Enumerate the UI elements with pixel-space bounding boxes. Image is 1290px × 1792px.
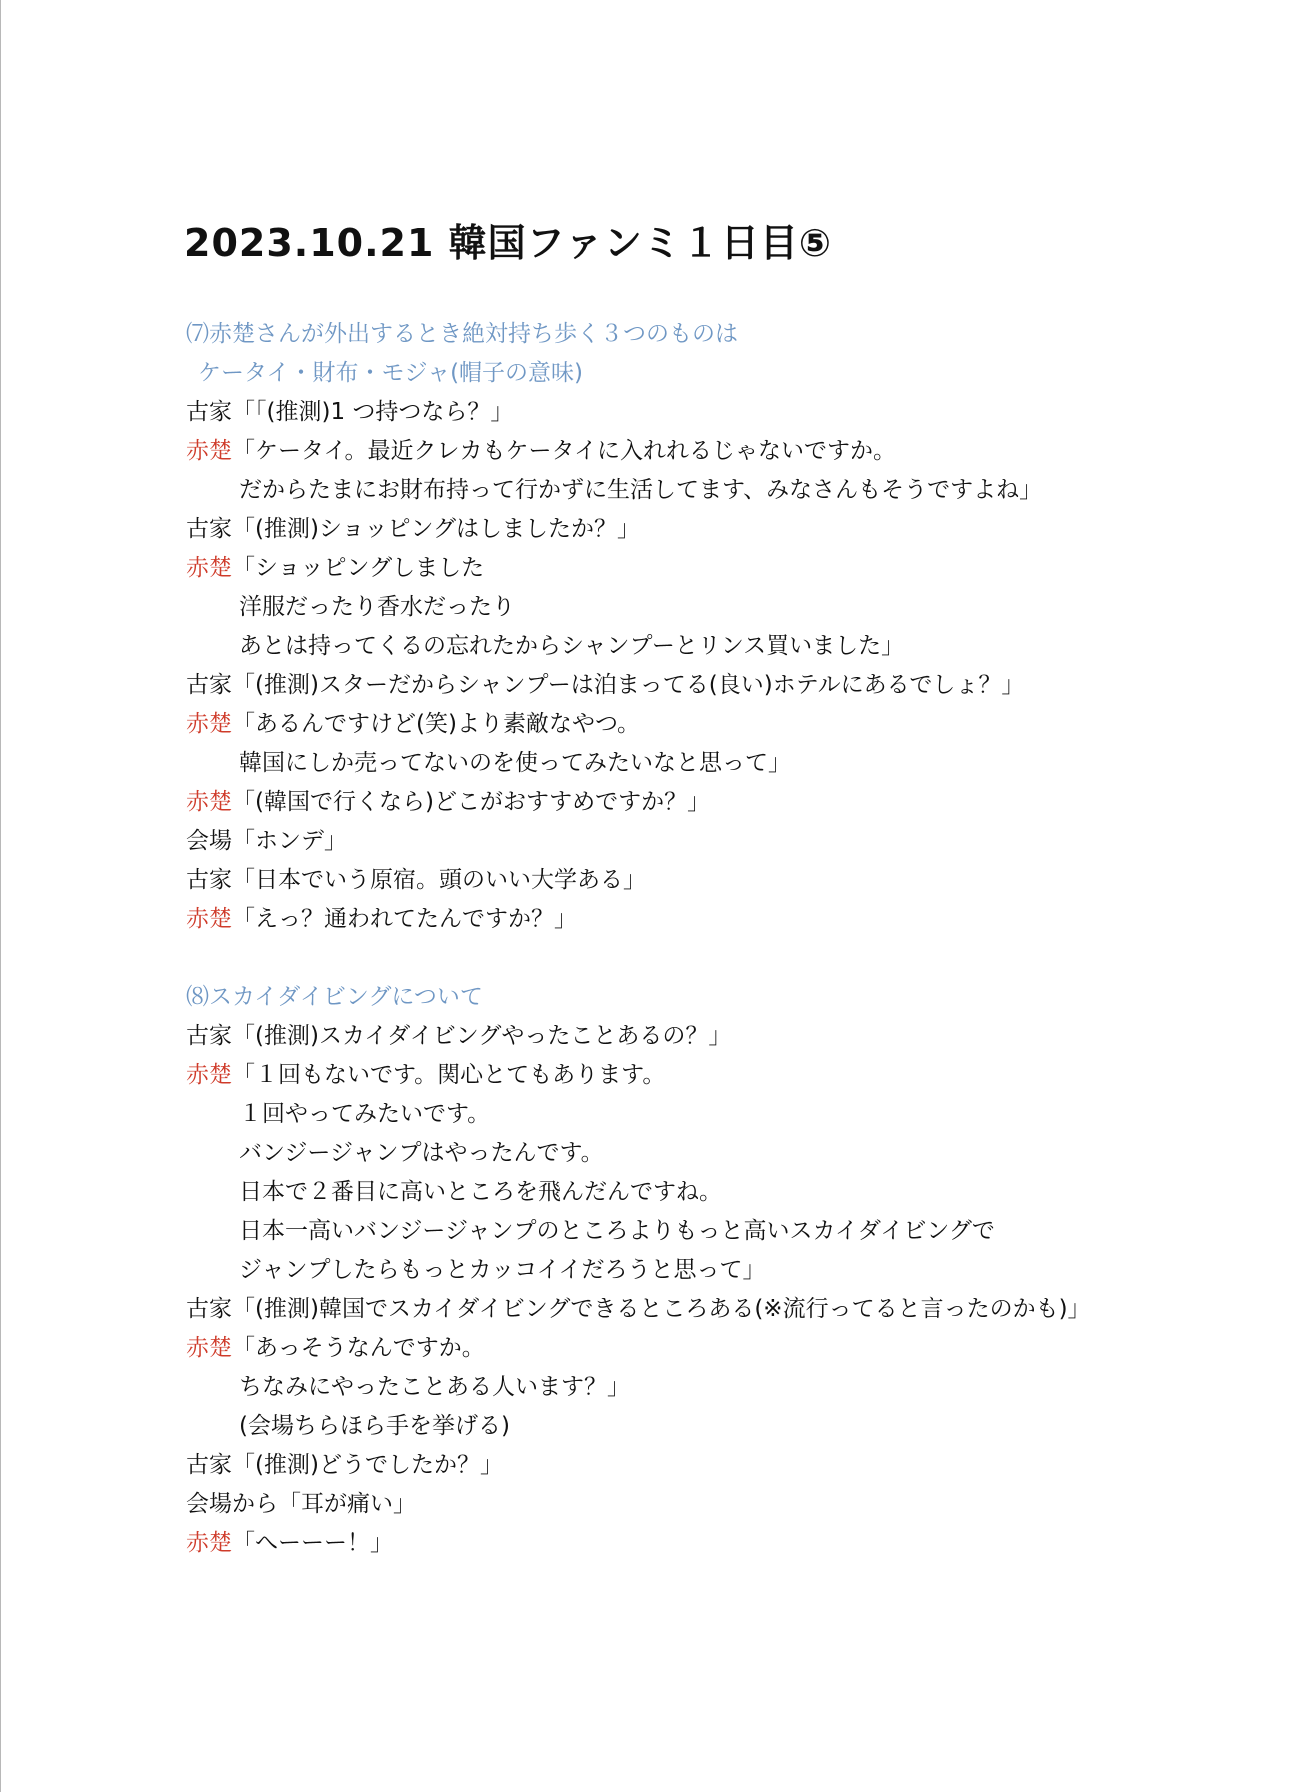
dialogue-text: 日本で２番目に高いところを飛んだんですね。 xyxy=(239,1179,722,1205)
dialogue-line xyxy=(186,393,1246,432)
speaker-name: 古家 xyxy=(186,516,232,542)
dialogue-text: 「へーーー！」 xyxy=(232,1530,393,1556)
dialogue-text: 韓国にしか売ってないのを使ってみたいなと思って」 xyxy=(239,750,791,776)
dialogue-text: 洋服だったり香水だったり xyxy=(239,594,515,620)
dialogue-line xyxy=(186,1056,1246,1095)
dialogue-text: 「あるんですけど(笑)より素敵なやつ。 xyxy=(232,711,641,737)
speaker-name: 古家 xyxy=(186,399,232,425)
page-title: 2023.10.21 韓国ファンミ１日目⑤ xyxy=(184,221,833,265)
speaker-name: 赤楚 xyxy=(186,1335,232,1361)
dialogue-line xyxy=(186,1407,1246,1446)
dialogue-text: 「ケータイ。最近クレカもケータイに入れれるじゃないですか。 xyxy=(232,438,897,464)
dialogue-text: 日本一高いバンジージャンプのところよりもっと高いスカイダイビングで xyxy=(239,1218,995,1244)
dialogue-text: バンジージャンプはやったんです。 xyxy=(239,1140,604,1166)
dialogue-text: 「あっそうなんですか。 xyxy=(232,1335,485,1361)
dialogue-text: 「「(推測)1 つ持つなら？」 xyxy=(232,399,514,425)
speaker-name: 赤楚 xyxy=(186,555,232,581)
section7-heading: ⑺赤楚さんが外出するとき絶対持ち歩く３つのものは xyxy=(186,321,738,347)
dialogue-line xyxy=(186,432,1246,471)
speaker-name: 赤楚 xyxy=(186,1530,232,1556)
dialogue-text: 「(推測)韓国でスカイダイビングできるところある(※流行ってると言ったのかも)」 xyxy=(232,1296,1091,1322)
speaker-name: 古家 xyxy=(186,672,232,698)
dialogue-text: あとは持ってくるの忘れたからシャンプーとリンス買いました」 xyxy=(239,633,905,659)
section8-dialogue xyxy=(186,1017,1246,1563)
dialogue-line xyxy=(186,471,1246,510)
section7-answer: ケータイ・財布・モジャ(帽子の意味) xyxy=(198,360,584,386)
dialogue-line xyxy=(186,1329,1246,1368)
dialogue-text: 「ショッピングしました xyxy=(232,555,485,581)
speaker-name: 赤楚 xyxy=(186,789,232,815)
speaker-name: 古家 xyxy=(186,1023,232,1049)
dialogue-line xyxy=(186,1134,1246,1173)
dialogue-line xyxy=(186,666,1246,705)
section7-dialogue xyxy=(186,393,1246,939)
dialogue-line xyxy=(186,1017,1246,1056)
dialogue-line xyxy=(186,1251,1246,1290)
dialogue-text: 「ホンデ」 xyxy=(232,828,347,854)
dialogue-line xyxy=(186,1485,1246,1524)
dialogue-line xyxy=(186,549,1246,588)
dialogue-line xyxy=(186,510,1246,549)
dialogue-text: 「１回もないです。関心とてもあります。 xyxy=(232,1062,666,1088)
speaker-name: 赤楚 xyxy=(186,906,232,932)
dialogue-line xyxy=(186,900,1246,939)
speaker-name: 赤楚 xyxy=(186,438,232,464)
speaker-name: 古家 xyxy=(186,867,232,893)
dialogue-text: 「えっ？通われてたんですか？」 xyxy=(232,906,577,932)
dialogue-line xyxy=(186,705,1246,744)
dialogue-line xyxy=(186,1524,1246,1563)
dialogue-text: 「耳が痛い」 xyxy=(278,1491,416,1517)
dialogue-line xyxy=(186,1095,1246,1134)
dialogue-text: 「(推測)ショッピングはしましたか？」 xyxy=(232,516,641,542)
dialogue-text: 「(推測)スターだからシャンプーは泊まってる(良い)ホテルにあるでしょ？」 xyxy=(232,672,1025,698)
speaker-name: 古家 xyxy=(186,1452,232,1478)
dialogue-text: 「(推測)どうでしたか？」 xyxy=(232,1452,503,1478)
dialogue-text: 「日本でいう原宿。頭のいい大学ある」 xyxy=(232,867,646,893)
dialogue-line xyxy=(186,1368,1246,1407)
dialogue-text: ちなみにやったことある人います？」 xyxy=(239,1374,630,1400)
dialogue-text: だからたまにお財布持って行かずに生活してます、みなさんもそうですよね」 xyxy=(239,477,1043,503)
dialogue-text: 「(推測)スカイダイビングやったことあるの？」 xyxy=(232,1023,732,1049)
speaker-name: 会場 xyxy=(186,828,232,854)
speaker-name: 会場から xyxy=(186,1491,278,1517)
speaker-name: 古家 xyxy=(186,1296,232,1322)
dialogue-text: ジャンプしたらもっとカッコイイだろうと思って」 xyxy=(239,1257,766,1283)
dialogue-line xyxy=(186,1173,1246,1212)
dialogue-text: １回やってみたいです。 xyxy=(239,1101,491,1127)
speaker-name: 赤楚 xyxy=(186,1062,232,1088)
dialogue-line xyxy=(186,1290,1246,1329)
dialogue-line xyxy=(186,783,1246,822)
dialogue-line xyxy=(186,1446,1246,1485)
dialogue-text: 「(韓国で行くなら)どこがおすすめですか？」 xyxy=(232,789,711,815)
dialogue-line xyxy=(186,627,1246,666)
document-body xyxy=(186,315,1246,1563)
dialogue-line xyxy=(186,1212,1246,1251)
dialogue-line xyxy=(186,588,1246,627)
dialogue-text: (会場ちらほら手を挙げる) xyxy=(239,1413,510,1439)
dialogue-line xyxy=(186,744,1246,783)
section-gap xyxy=(186,939,1246,978)
section8-heading: ⑻スカイダイビングについて xyxy=(186,984,483,1010)
speaker-name: 赤楚 xyxy=(186,711,232,737)
dialogue-line xyxy=(186,822,1246,861)
dialogue-line xyxy=(186,861,1246,900)
